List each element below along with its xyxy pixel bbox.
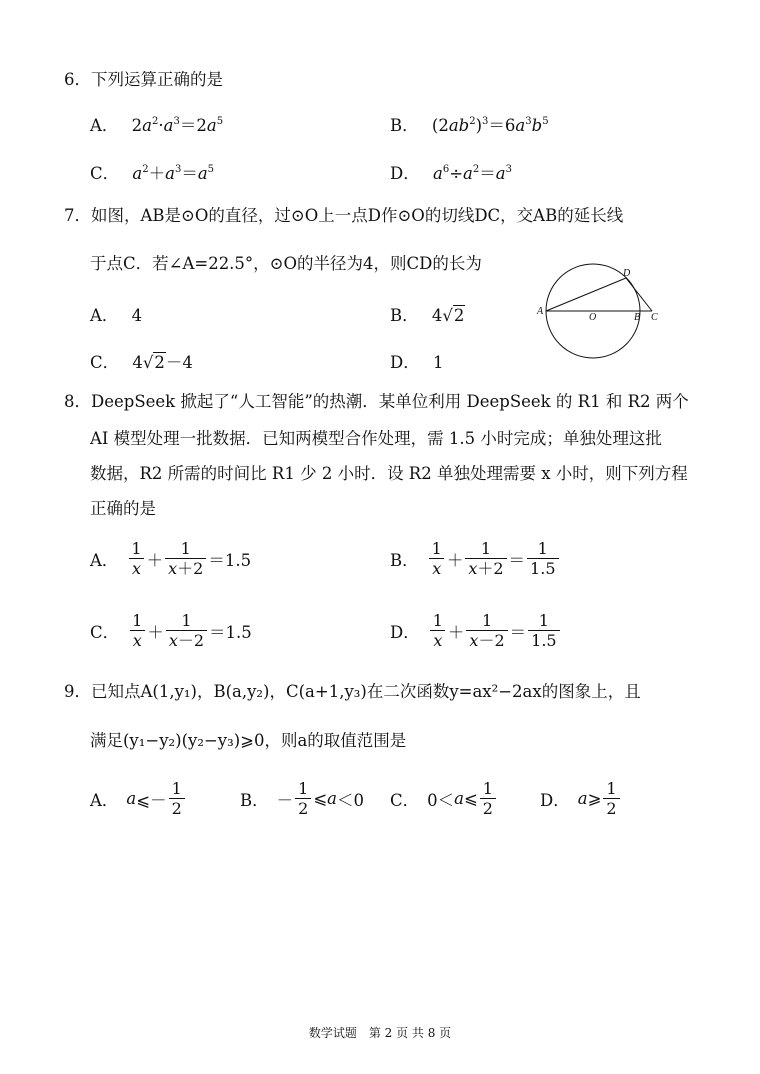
q9-option-c[interactable] xyxy=(390,779,498,818)
q6-option-b-label: B． xyxy=(390,116,419,135)
q7-option-b[interactable] xyxy=(390,302,465,326)
q9-option-a-label: A． xyxy=(90,790,119,810)
q9-option-a-math: a ⩽－ $\frac{1}{2}$ xyxy=(126,779,186,818)
line-dc xyxy=(626,278,652,311)
q9-option-b[interactable] xyxy=(240,779,364,818)
q8-line-4: 正确的是 xyxy=(90,499,156,518)
q9-option-c-label: C． xyxy=(390,790,420,810)
q8-option-d[interactable] xyxy=(390,611,562,650)
q7-option-d-math: 1 xyxy=(432,353,444,372)
q8-number: 8． xyxy=(64,392,91,411)
q7-option-b-math: 4√2 xyxy=(431,306,465,325)
q9-stem-1: 已知点A(1,y₁)，B(a,y₂)，C(a+1,y₃)在二次函数y=ax²−2ax的图象上，且 xyxy=(91,682,641,701)
q8-line-1 xyxy=(64,392,689,412)
q7-option-c-math: 4√2－4 xyxy=(132,353,193,372)
q6-option-a-label: A． xyxy=(90,116,119,135)
q9-option-b-label: B． xyxy=(240,790,269,810)
q7-option-d-label: D． xyxy=(390,353,420,372)
q9-option-d[interactable] xyxy=(540,779,622,818)
q7-line-1 xyxy=(64,206,623,226)
q8-option-a-math: $\frac{1}{x}$ ＋ $\frac{1}{x+2}$ ＝1.5 xyxy=(126,539,251,578)
q8-option-b-math: $\frac{1}{x}$ ＋ $\frac{1}{x+2}$ ＝ $\frac{1}{1.5}$ xyxy=(427,539,561,578)
q6-option-d-math: $a^6\div a^2=a^3$ xyxy=(432,164,512,183)
q8-option-d-label: D． xyxy=(390,622,420,642)
q7-option-a[interactable] xyxy=(90,302,142,326)
q6-option-c-label: C． xyxy=(90,164,120,183)
page-footer: 数学试题 第 2 页 共 8 页 xyxy=(308,1026,452,1040)
q9-option-c-math: 0＜ a ⩽ $\frac{1}{2}$ xyxy=(427,779,498,818)
point-d-label: D xyxy=(623,268,631,279)
line-ad xyxy=(546,278,626,311)
q8-option-d-math: $\frac{1}{x}$ ＋ $\frac{1}{x-2}$ ＝ $\frac{1}{1.5}$ xyxy=(428,611,562,650)
q9-number: 9． xyxy=(64,682,91,701)
q7-option-c-label: C． xyxy=(90,353,120,372)
q9-line-1 xyxy=(64,682,641,702)
point-b-label: B xyxy=(634,312,641,323)
q8-stem-1: DeepSeek 掀起了“人工智能”的热潮．某单位利用 DeepSeek 的 R1 和 R2 两个 xyxy=(91,392,689,411)
q6-option-b-math: $(2ab^2)^3=6a^3b^5$ xyxy=(431,116,549,135)
q8-option-a[interactable] xyxy=(90,539,251,578)
q9-line-2: 满足(y₁−y₂)(y₂−y₃)⩾0，则a的取值范围是 xyxy=(90,731,407,750)
q9-option-d-label: D． xyxy=(540,790,570,810)
q9-option-a[interactable] xyxy=(90,779,187,818)
q6-number: 6． xyxy=(64,70,91,89)
q6-option-d[interactable] xyxy=(390,160,512,184)
q6-stem-line xyxy=(64,70,223,90)
point-a-label: A xyxy=(537,306,544,317)
q7-option-d[interactable] xyxy=(390,349,443,373)
q6-option-c[interactable] xyxy=(90,160,214,184)
q9-option-d-math: a ⩾ $\frac{1}{2}$ xyxy=(578,779,622,818)
q8-line-3: 数据，R2 所需的时间比 R1 少 2 小时．设 R2 单独处理需要 x 小时，则下列方程 xyxy=(90,464,688,483)
point-c-label: C xyxy=(651,312,658,323)
q7-option-a-label: A． xyxy=(90,306,119,325)
q6-option-a-math: $2a^2\cdot a^3=2a^5$ xyxy=(131,116,224,135)
q7-option-b-label: B． xyxy=(390,306,419,325)
q8-option-a-label: A． xyxy=(90,550,119,570)
q6-stem: 下列运算正确的是 xyxy=(91,70,223,89)
point-o-label: O xyxy=(589,312,597,323)
q8-option-b[interactable] xyxy=(390,539,561,578)
q6-option-a[interactable] xyxy=(90,112,223,136)
q7-line-2: 于点C．若∠A=22.5°，⊙O的半径为4，则CD的长为 xyxy=(90,254,482,273)
q7-stem-1: 如图，AB是⊙O的直径，过⊙O上一点D作⊙O的切线DC，交AB的延长线 xyxy=(91,206,624,225)
q8-option-c-label: C． xyxy=(90,622,120,642)
q8-option-c[interactable] xyxy=(90,611,252,650)
q6-option-c-math: $a^2+a^3=a^5$ xyxy=(132,164,215,183)
q6-option-d-label: D． xyxy=(390,164,420,183)
q7-option-c[interactable] xyxy=(90,349,193,373)
q8-line-2: AI 模型处理一批数据．已知两模型合作处理，需 1.5 小时完成；单独处理这批 xyxy=(90,429,662,448)
q7-number: 7． xyxy=(64,206,91,225)
q8-option-b-label: B． xyxy=(390,550,419,570)
q8-option-c-math: $\frac{1}{x}$ ＋ $\frac{1}{x-2}$ ＝1.5 xyxy=(127,611,252,650)
q7-figure xyxy=(530,262,670,362)
q9-option-b-math: － $\frac{1}{2}$ ⩽ a ＜0 xyxy=(276,779,364,818)
q7-option-a-math: 4 xyxy=(131,306,143,325)
q6-option-b[interactable] xyxy=(390,112,549,136)
